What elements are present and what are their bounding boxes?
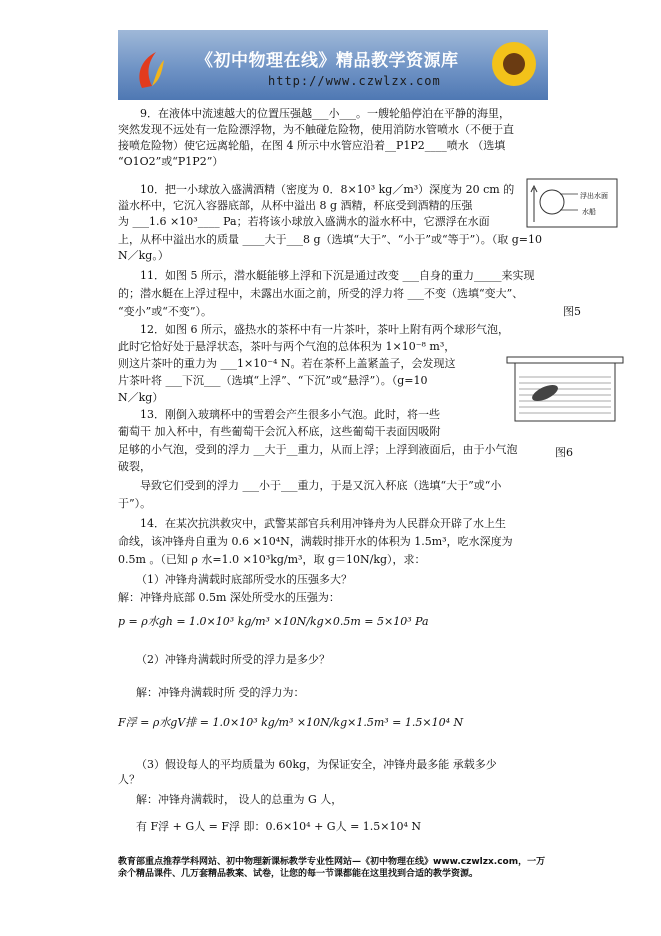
q10-line5: N／kg。） (118, 249, 169, 262)
figure4-diagram (526, 178, 618, 228)
q11-line1: 11．如图 5 所示，潜水艇能够上浮和下沉是通过改变 ___自身的重力_____来实现 (140, 269, 535, 282)
page-footer: 教育部重点推荐学科网站、初中物理新课标教学专业性网站—《初中物理在线》www.czwlzx.com，一万余个精品课件、几万套精品教案、试卷，让您的每一节课都能在这里找到合适的教学资源。 (118, 857, 546, 879)
q11-line3: “变小”或“不变”）。 (118, 305, 212, 318)
q12-line2: 此时它恰好处于悬浮状态，茶叶与两个气泡的总体积为 1×10⁻⁸ m³， (118, 340, 456, 353)
q11-line2: 的；潜水艇在上浮过程中，未露出水面之前，所受的浮力将 ___不变（选填“变大”、 (118, 287, 524, 300)
q10-line4: 上，从杯中溢出水的质量 ____大于___8 g（选填“大于”、“小于”或“等于”）。（取 g=10 (118, 233, 543, 246)
figure5-label: 图5 (563, 305, 581, 318)
logo-icon (134, 50, 166, 90)
figure6-label: 图6 (555, 446, 573, 459)
formula-pressure: p = ρ水gh = 1.0×10³ kg/m³ ×10N/kg×0.5m = 5×10³ Pa (118, 615, 429, 628)
q13-line2: 葡萄干 加入杯中，有些葡萄干会沉入杯底，这些葡萄干表面因吸附 (118, 425, 441, 438)
q9-line2: 突然发现不远处有一危险漂浮物，为不触碰危险物，使用消防水管喷水（不便于直 (118, 123, 514, 136)
q14-line1: 14．在某次抗洪救灾中，武警某部官兵利用冲锋舟为人民群众开辟了水上生 (140, 517, 506, 530)
q14-part3-line1: （3）假设每人的平均质量为 60kg，为保证安全，冲锋舟最多能 承载多少 (136, 758, 497, 771)
q10-line3: 为 ___1.6 ×10³____ Pa；若将该小球放入盛满水的溢水杯中，它漂浮在水面 (118, 215, 490, 228)
q14-solution3-intro: 解：冲锋舟满载时， 设人的总重为 G 人， (136, 793, 343, 806)
header-banner (118, 30, 548, 100)
q14-line3: 0.5m 。（已知 ρ 水=1.0 ×10³kg/m³，取 g＝10N/kg），求： (118, 553, 426, 566)
q9-line3: 接喷危险物）使它远离轮船，在图 4 所示中水管应沿着__P1P2____喷水 （选填 (118, 139, 506, 152)
q12-line4: 片茶叶将 ___下沉___（选填“上浮”、“下沉”或“悬浮”）。（g=10 (118, 374, 428, 387)
q13-line3: 足够的小气泡，受到的浮力 __大于__重力，从而上浮；上浮到液面后，由于小气泡 (118, 443, 518, 456)
q13-line5: 导致它们受到的浮力 ___小于___重力，于是又沉入杯底（选填“大于”或“小 (140, 479, 502, 492)
banner-url: http://www.czwlzx.com (268, 74, 441, 88)
q14-part1: （1）冲锋舟满载时底部所受水的压强多大？ (136, 573, 352, 586)
q14-part2: （2）冲锋舟满载时所受的浮力是多少？ (136, 653, 330, 666)
figure4-label-bottom: 水船 (582, 208, 596, 216)
sunflower-icon (488, 38, 540, 90)
q10-line1: 10．把一小球放入盛满酒精（密度为 0．8×10³ kg／m³）深度为 20 cm 的 (140, 183, 515, 196)
q12-line1: 12．如图 6 所示，盛热水的茶杯中有一片茶叶，茶叶上附有两个球形气泡， (140, 323, 509, 336)
q13-line4: 破裂， (118, 460, 151, 473)
q13-line6: 于”）。 (118, 497, 152, 510)
q14-solution2-intro: 解：冲锋舟满载时所 受的浮力为： (136, 686, 305, 699)
q14-solution3-eq: 有 F浮 + G人 = F浮 即：0.6×10⁴ + G人 = 1.5×10⁴ N (136, 820, 422, 833)
figure4-label-top: 浮出水面 (580, 192, 608, 200)
q12-line5: N／kg） (118, 391, 164, 404)
q12-line3: 则这片茶叶的重力为 ___1×10⁻⁴ N。若在茶杯上盖紧盖子，会发现这 (118, 357, 456, 370)
q14-part3-line2: 人？ (118, 773, 140, 786)
figure6-diagram (505, 355, 625, 425)
q13-line1: 13．刚倒入玻璃杯中的雪碧会产生很多小气泡。此时，将一些 (140, 408, 440, 421)
q10-line2: 溢水杯中，它沉入容器底部，从杯中溢出 8 g 酒精，杯底受到酒精的压强 (118, 199, 473, 212)
q14-solution1-intro: 解：冲锋舟底部 0.5m 深处所受水的压强为： (118, 591, 340, 604)
q9-line4: “O1O2”或“P1P2”） (118, 155, 224, 168)
q14-line2: 命线，该冲锋舟自重为 0.6 ×10⁴N，满载时排开水的体积为 1.5m³，吃水深度为 (118, 535, 513, 548)
formula-buoyancy: F浮 = ρ水gV排 = 1.0×10³ kg/m³ ×10N/kg×1.5m³ = 1.5×10⁴ N (118, 716, 464, 729)
banner-title: 《初中物理在线》精品教学资源库 (196, 51, 459, 71)
q9-line1: 9．在液体中流速越大的位置压强越___小___。一艘轮船停泊在平静的海里， (140, 107, 510, 120)
